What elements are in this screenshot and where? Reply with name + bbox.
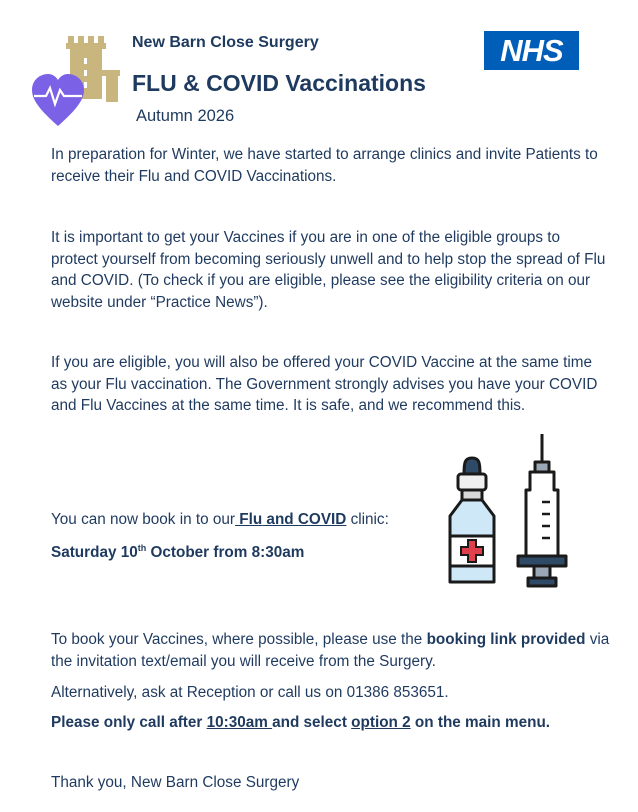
call-prefix: Please only call after: [51, 714, 207, 731]
surgery-name: New Barn Close Surgery: [132, 34, 319, 51]
date-label: Autumn 2026: [136, 107, 235, 125]
flu-link: Flu: [234, 511, 263, 528]
call-middle: and select: [272, 714, 352, 731]
call-option: option 2: [351, 714, 411, 731]
nhs-logo: [484, 31, 579, 70]
intro-paragraph: In preparation for Winter, we have started to arrange clinics and invite Patients to receive their Flu and COVID Vaccinations.: [51, 146, 598, 185]
booking-link-paragraph: [51, 629, 611, 672]
thanks-text: Thank you, New Barn Close Surgery: [51, 774, 300, 791]
booking-link-prefix: To book your Vaccines, where possible, please use the: [51, 631, 427, 648]
clinic-day: Saturday 10: [51, 544, 138, 562]
booking-suffix: clinic:: [346, 511, 389, 528]
clinic-day-suffix: th: [137, 543, 147, 553]
call-instructions: [51, 712, 611, 734]
page-title: FLU & COVID Vaccinations: [132, 70, 426, 96]
clinic-date: [51, 538, 431, 564]
booking-link-suffix: via the invitation text/email you will receive from the Surgery.: [51, 631, 610, 670]
call-suffix: on the main menu.: [410, 714, 551, 731]
call-time: 10:30am: [206, 714, 273, 731]
covid-link: and COVID: [262, 511, 347, 528]
eligibility-paragraph: It is important to get your Vaccines if you are in one of the eligible groups to protect yourself from becoming seriously unwell and to help stop the spread of Flu and COVID. (To check if you are eligible, please see the eligibility criteria on our website under “Practice News”).: [51, 229, 606, 311]
booking-link-text: booking link provided: [426, 631, 586, 648]
surgery-logo-icon: [30, 30, 126, 128]
clinic-time: October from 8:30am: [146, 544, 305, 562]
booking-paragraph: [51, 509, 431, 531]
nhs-logo-text: NHS: [500, 33, 563, 68]
vaccine-bottle-syringe-icon: [438, 432, 573, 590]
booking-prefix: You can now book in to our: [51, 511, 235, 528]
phone-paragraph: Alternatively, ask at Reception or call us on 01386 853651.: [51, 684, 449, 701]
covid-paragraph: If you are eligible, you will also be offered your COVID Vaccine at the same time as your Flu vaccination. The Government strongly advises you have your COVID and Flu Vaccines at the same time. It is safe, and we recommend this.: [51, 354, 598, 414]
